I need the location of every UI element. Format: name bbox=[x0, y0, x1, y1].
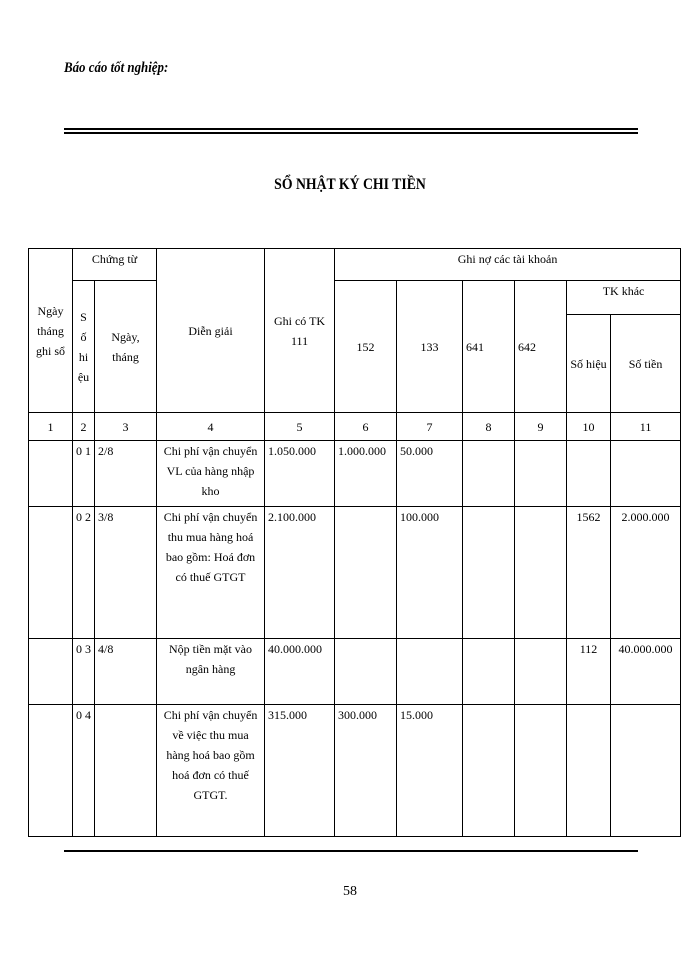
bottom-rule bbox=[64, 850, 638, 852]
cell-acc-642 bbox=[515, 441, 567, 507]
cell-voucher-no: 0 3 bbox=[73, 639, 95, 705]
table-row bbox=[29, 441, 681, 507]
cell-other-code bbox=[567, 705, 611, 837]
cell-description: Chi phí vận chuyển VL của hàng nhập kho bbox=[157, 441, 265, 507]
cell-other-code bbox=[567, 441, 611, 507]
table-row bbox=[29, 507, 681, 639]
cell-date bbox=[29, 639, 73, 705]
cell-other-amount bbox=[611, 705, 681, 837]
report-header-title: Báo cáo tốt nghiệp: bbox=[64, 60, 169, 76]
column-number: 7 bbox=[397, 413, 463, 441]
ledger-title: SỔ NHẬT KÝ CHI TIỀN bbox=[274, 176, 426, 193]
cell-acc-133: 15.000 bbox=[397, 705, 463, 837]
table-row bbox=[29, 705, 681, 837]
header-other-code: Số hiệu bbox=[567, 315, 611, 413]
column-number: 8 bbox=[463, 413, 515, 441]
cell-voucher-date: 4/8 bbox=[95, 639, 157, 705]
column-number: 3 bbox=[95, 413, 157, 441]
cell-acc-642 bbox=[515, 639, 567, 705]
header-other-accounts: TK khác bbox=[567, 281, 681, 315]
header-credit-111: Ghi có TK 111 bbox=[265, 249, 335, 413]
cell-acc-152: 1.000.000 bbox=[335, 441, 397, 507]
cell-date bbox=[29, 705, 73, 837]
cell-acc-641 bbox=[463, 441, 515, 507]
header-debit-accounts: Ghi nợ các tài khoản bbox=[335, 249, 681, 281]
cell-voucher-no: 0 2 bbox=[73, 507, 95, 639]
cell-other-code: 1562 bbox=[567, 507, 611, 639]
cell-acc-133 bbox=[397, 639, 463, 705]
cell-acc-133: 50.000 bbox=[397, 441, 463, 507]
header-acc-641: 641 bbox=[463, 281, 515, 413]
header-other-amount: Số tiền bbox=[611, 315, 681, 413]
header-date: Ngày tháng ghi sổ bbox=[29, 249, 73, 413]
cell-acc-152: 300.000 bbox=[335, 705, 397, 837]
cell-acc-152 bbox=[335, 639, 397, 705]
column-number: 10 bbox=[567, 413, 611, 441]
column-number: 6 bbox=[335, 413, 397, 441]
cell-voucher-date bbox=[95, 705, 157, 837]
header-description: Diễn giải bbox=[157, 249, 265, 413]
cell-credit-111: 2.100.000 bbox=[265, 507, 335, 639]
header-voucher-date: Ngày, tháng bbox=[95, 281, 157, 413]
cell-credit-111: 1.050.000 bbox=[265, 441, 335, 507]
page-number: 58 bbox=[343, 884, 357, 899]
cell-date bbox=[29, 507, 73, 639]
top-double-rule bbox=[64, 128, 638, 134]
header-acc-152: 152 bbox=[335, 281, 397, 413]
table-row bbox=[29, 639, 681, 705]
cell-other-amount bbox=[611, 441, 681, 507]
column-number: 2 bbox=[73, 413, 95, 441]
cash-disbursement-ledger bbox=[28, 248, 681, 837]
header-voucher: Chứng từ bbox=[73, 249, 157, 281]
column-number: 5 bbox=[265, 413, 335, 441]
header-voucher-no: S ố hi ệu bbox=[73, 281, 95, 413]
cell-other-amount: 40.000.000 bbox=[611, 639, 681, 705]
header-acc-642: 642 bbox=[515, 281, 567, 413]
header-acc-133: 133 bbox=[397, 281, 463, 413]
cell-voucher-no: 0 1 bbox=[73, 441, 95, 507]
cell-description: Nộp tiền mặt vào ngân hàng bbox=[157, 639, 265, 705]
cell-description: Chi phí vận chuyển về việc thu mua hàng hoá bao gồm hoá đơn có thuế GTGT. bbox=[157, 705, 265, 837]
column-number: 9 bbox=[515, 413, 567, 441]
cell-other-amount: 2.000.000 bbox=[611, 507, 681, 639]
column-number: 4 bbox=[157, 413, 265, 441]
cell-acc-642 bbox=[515, 705, 567, 837]
cell-acc-152 bbox=[335, 507, 397, 639]
cell-acc-641 bbox=[463, 507, 515, 639]
cell-acc-641 bbox=[463, 705, 515, 837]
cell-voucher-no: 0 4 bbox=[73, 705, 95, 837]
cell-description: Chi phí vận chuyển thu mua hàng hoá bao gồm: Hoá đơn có thuế GTGT bbox=[157, 507, 265, 639]
cell-voucher-date: 3/8 bbox=[95, 507, 157, 639]
cell-credit-111: 315.000 bbox=[265, 705, 335, 837]
cell-acc-133: 100.000 bbox=[397, 507, 463, 639]
cell-credit-111: 40.000.000 bbox=[265, 639, 335, 705]
cell-other-code: 112 bbox=[567, 639, 611, 705]
column-number: 1 bbox=[29, 413, 73, 441]
cell-acc-642 bbox=[515, 507, 567, 639]
column-number: 11 bbox=[611, 413, 681, 441]
cell-voucher-date: 2/8 bbox=[95, 441, 157, 507]
cell-date bbox=[29, 441, 73, 507]
cell-acc-641 bbox=[463, 639, 515, 705]
